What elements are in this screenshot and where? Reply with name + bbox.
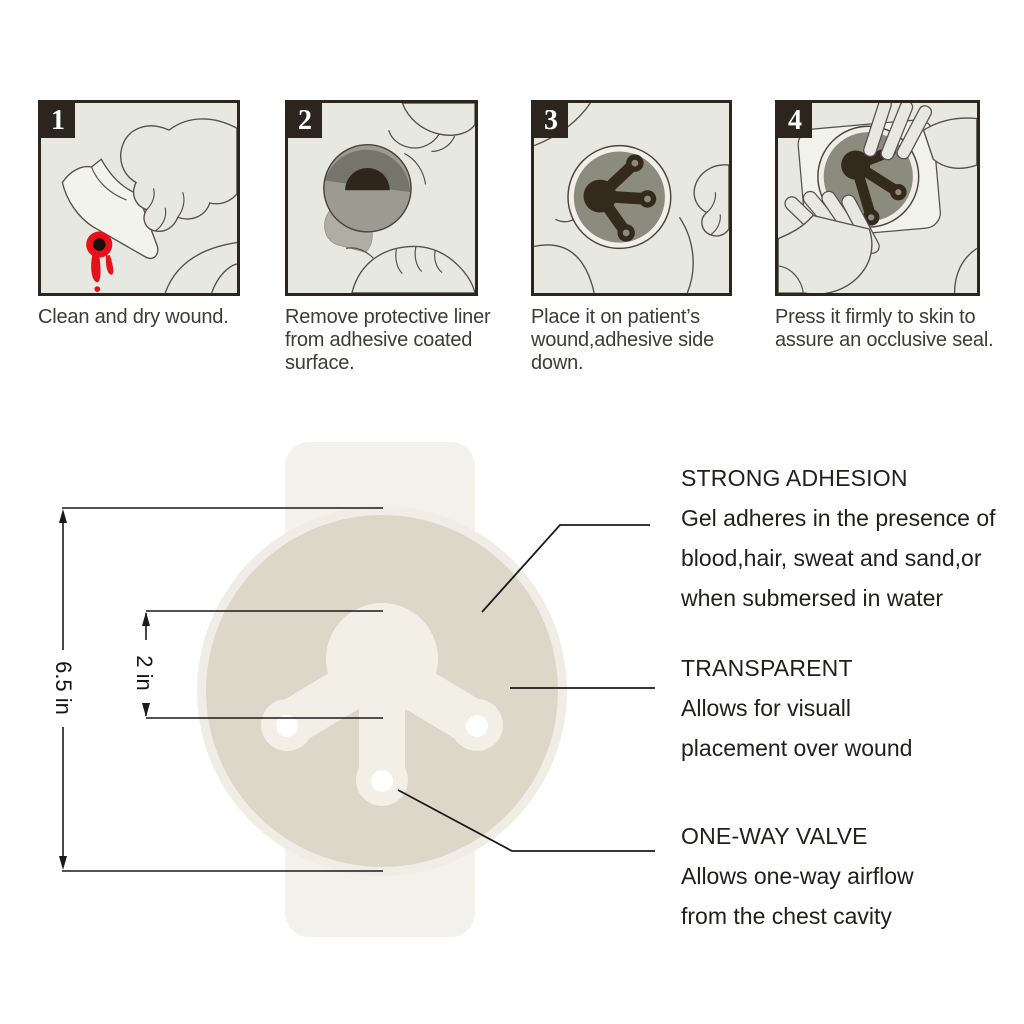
valve-hole bbox=[466, 715, 488, 737]
feature-transparent: TRANSPARENT Allows for visuall placement over wound bbox=[681, 648, 1021, 768]
step-2-caption: Remove protective liner from adhesive coated surface. bbox=[285, 306, 491, 374]
step-number-badge: 3 bbox=[534, 103, 568, 138]
feature-title: ONE-WAY VALVE bbox=[681, 823, 868, 849]
dimension-label-valve: 2 in bbox=[132, 655, 157, 691]
step-3-caption: Place it on patient’s wound,adhesive side down. bbox=[531, 306, 714, 374]
step-4-panel bbox=[775, 100, 980, 296]
step-number-badge: 2 bbox=[288, 103, 322, 138]
step-4-caption: Press it firmly to skin to assure an occlusive seal. bbox=[775, 306, 994, 351]
feature-title: STRONG ADHESION bbox=[681, 465, 908, 491]
step-number-badge: 4 bbox=[778, 103, 812, 138]
step-2 bbox=[285, 100, 491, 374]
dimension-label-height: 6.5 in bbox=[51, 661, 76, 715]
step-3 bbox=[531, 100, 732, 374]
feature-strong-adhesion: STRONG ADHESION Gel adheres in the presence of blood,hair, sweat and sand,or when submersed in water bbox=[681, 458, 1021, 618]
feature-title: TRANSPARENT bbox=[681, 655, 853, 681]
step-3-panel bbox=[531, 100, 732, 296]
step-1-caption: Clean and dry wound. bbox=[38, 306, 229, 328]
valve-hole bbox=[371, 770, 393, 792]
step-1 bbox=[38, 100, 240, 328]
step-number-badge: 1 bbox=[41, 103, 75, 138]
step-1-panel bbox=[38, 100, 240, 296]
feature-one-way-valve: ONE-WAY VALVE Allows one-way airflow from the chest cavity bbox=[681, 816, 1021, 936]
step-4 bbox=[775, 100, 994, 351]
step-2-panel bbox=[285, 100, 478, 296]
